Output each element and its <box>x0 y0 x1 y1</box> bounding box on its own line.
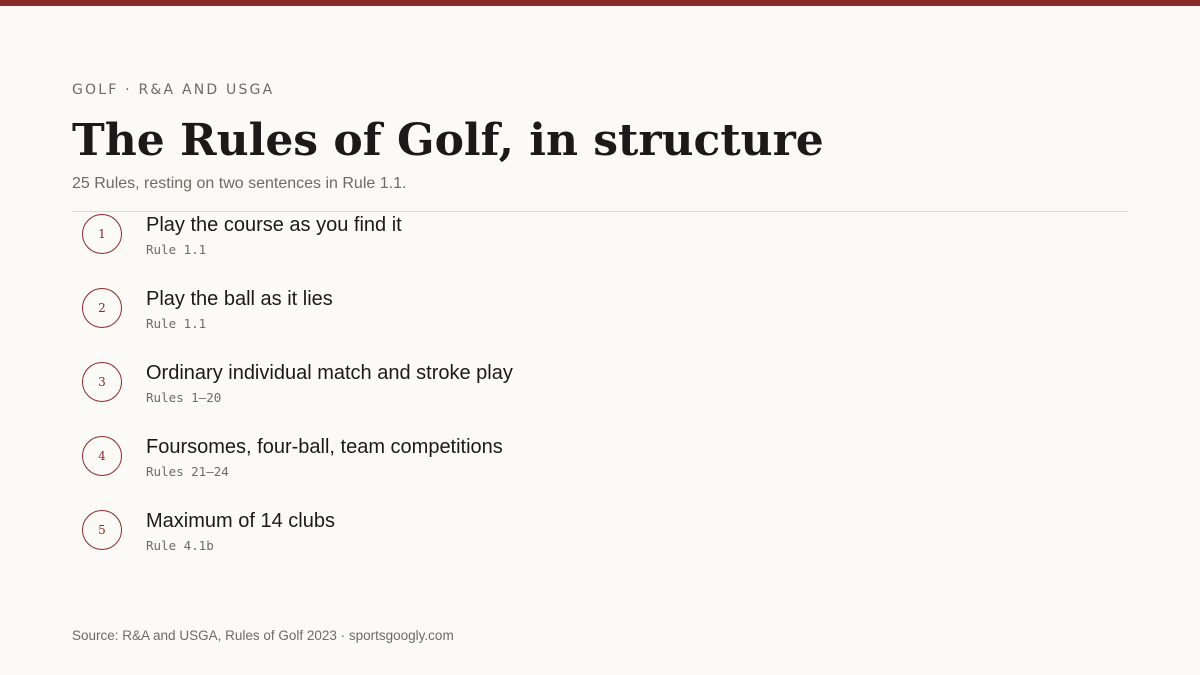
number-badge: 2 <box>82 288 122 328</box>
rule-label: Ordinary individual match and stroke play <box>146 362 513 384</box>
number-badge: 3 <box>82 362 122 402</box>
page-title: The Rules of Golf, in structure <box>72 115 824 166</box>
list-item <box>72 434 1128 508</box>
page-subtitle: 25 Rules, resting on two sentences in Rule 1.1. <box>72 175 407 192</box>
rule-reference: Rule 1.1 <box>146 316 207 331</box>
number-badge: 4 <box>82 436 122 476</box>
list-item <box>72 212 1128 286</box>
rule-list <box>72 212 1128 582</box>
list-item <box>72 286 1128 360</box>
rule-reference: Rule 4.1b <box>146 538 214 553</box>
kicker: GOLF · R&A AND USGA <box>72 82 275 98</box>
number-badge: 1 <box>82 214 122 254</box>
rule-reference: Rules 1–20 <box>146 390 222 405</box>
top-accent-bar <box>0 0 1200 6</box>
rule-label: Play the course as you find it <box>146 214 402 236</box>
rule-label: Maximum of 14 clubs <box>146 510 335 532</box>
number-badge: 5 <box>82 510 122 550</box>
rule-reference: Rule 1.1 <box>146 242 207 257</box>
rule-label: Foursomes, four-ball, team competitions <box>146 436 503 458</box>
list-item <box>72 360 1128 434</box>
rule-reference: Rules 21–24 <box>146 464 229 479</box>
rule-label: Play the ball as it lies <box>146 288 333 310</box>
list-item <box>72 508 1128 582</box>
source-note: Source: R&A and USGA, Rules of Golf 2023 · sportsgoogly.com <box>72 628 454 643</box>
